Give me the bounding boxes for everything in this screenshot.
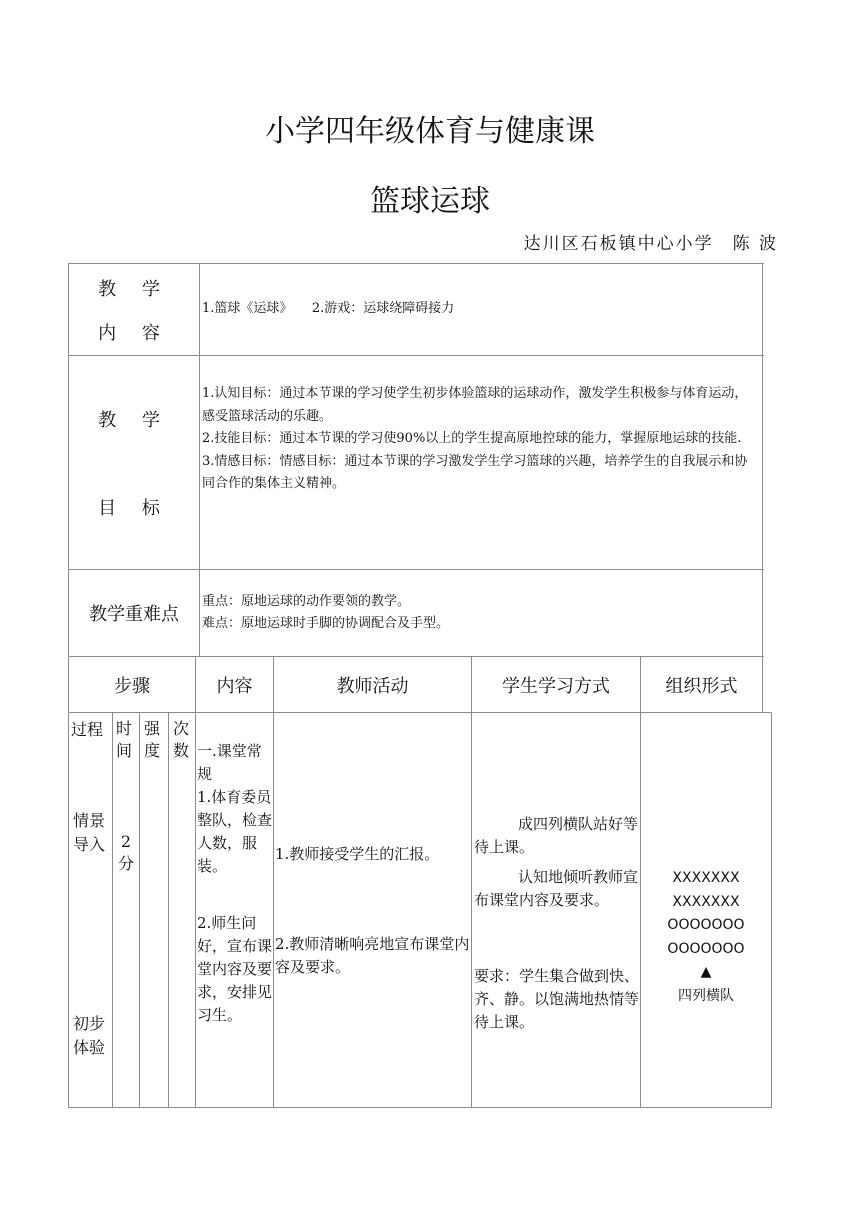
- key-point: 重点：原地运球的动作要领的教学。: [202, 593, 411, 609]
- content-item: 一.课堂常规: [197, 742, 262, 783]
- teacher-item: 2.教师清晰响亮地宣布课堂内容及要求。: [275, 935, 470, 976]
- formation-row: OOOOOOO: [667, 917, 745, 933]
- student-item: 认知地倾听教师宣布课堂内容及要求。: [474, 868, 639, 909]
- header-content: 内容: [216, 675, 253, 697]
- content-item: 1.体育委员整队，检查人数，服装。: [197, 788, 273, 875]
- content-column: [197, 740, 273, 1027]
- student-item: 要求：学生集合做到快、齐、静。以饱满地热情等待上课。: [474, 967, 640, 1031]
- header-teacher: 教师活动: [336, 675, 409, 697]
- hard-point: 难点：原地运球时手脚的协调配合及手型。: [202, 616, 450, 631]
- subheader-process: 过程: [71, 720, 104, 739]
- goal-item: 2.技能目标：通过本节课的学习使90%以上的学生提高原地控球的能力，掌握原地运球的技能.: [202, 431, 742, 446]
- content-label: 教 学 内 容: [98, 278, 170, 344]
- goal-item: 1.认知目标：通过本节课的学习使学生初步体验篮球的运球动作，激发学生积极参与体育运动，感受篮球活动的乐趣。: [202, 386, 748, 424]
- header-steps: 步骤: [114, 675, 150, 697]
- subheader-time: 时间: [116, 719, 133, 760]
- subheader-intensity: 强度: [144, 719, 161, 760]
- author-line: 达川区石板镇中心小学 陈 波: [523, 234, 778, 254]
- difficulty-text: [200, 570, 762, 656]
- goal-item: 3.情感目标：情感目标：通过本节课的学习激发学生学习篮球的兴趣，培养学生的自我展示和协同合作的集体主义精神。: [202, 453, 748, 491]
- goals-label: 教 学 目 标: [98, 409, 170, 519]
- student-item: 成四列横队站好等待上课。: [474, 815, 639, 856]
- time-value: 2 分: [117, 832, 134, 873]
- stage-intro: 情景导入: [73, 811, 106, 854]
- stage-experience: 初步体验: [73, 1014, 106, 1057]
- goals-text: [200, 356, 762, 569]
- page-title: 小学四年级体育与健康课: [265, 114, 595, 149]
- content-item: 2.师生问好，宣布课堂内容及要求，安排见习生。: [197, 914, 273, 1024]
- teacher-marker-icon: ▲: [700, 964, 712, 980]
- formation-row: XXXXXXX: [672, 893, 740, 910]
- teacher-item: 1.教师接受学生的汇报。: [275, 845, 440, 863]
- subheader-count: 次数: [173, 719, 190, 760]
- formation-label: 四列横队: [678, 987, 734, 1004]
- header-student: 学生学习方式: [502, 675, 610, 697]
- difficulty-label: 教学重难点: [89, 604, 179, 625]
- page-subtitle: 篮球运球: [370, 184, 490, 219]
- formation-diagram: [641, 867, 771, 1008]
- header-organization: 组织形式: [665, 675, 738, 697]
- formation-row: OOOOOOO: [667, 940, 745, 957]
- content-text: 1.篮球《运球》 2.游戏：运球绕障碍接力: [202, 301, 455, 317]
- formation-row: XXXXXXX: [672, 870, 740, 886]
